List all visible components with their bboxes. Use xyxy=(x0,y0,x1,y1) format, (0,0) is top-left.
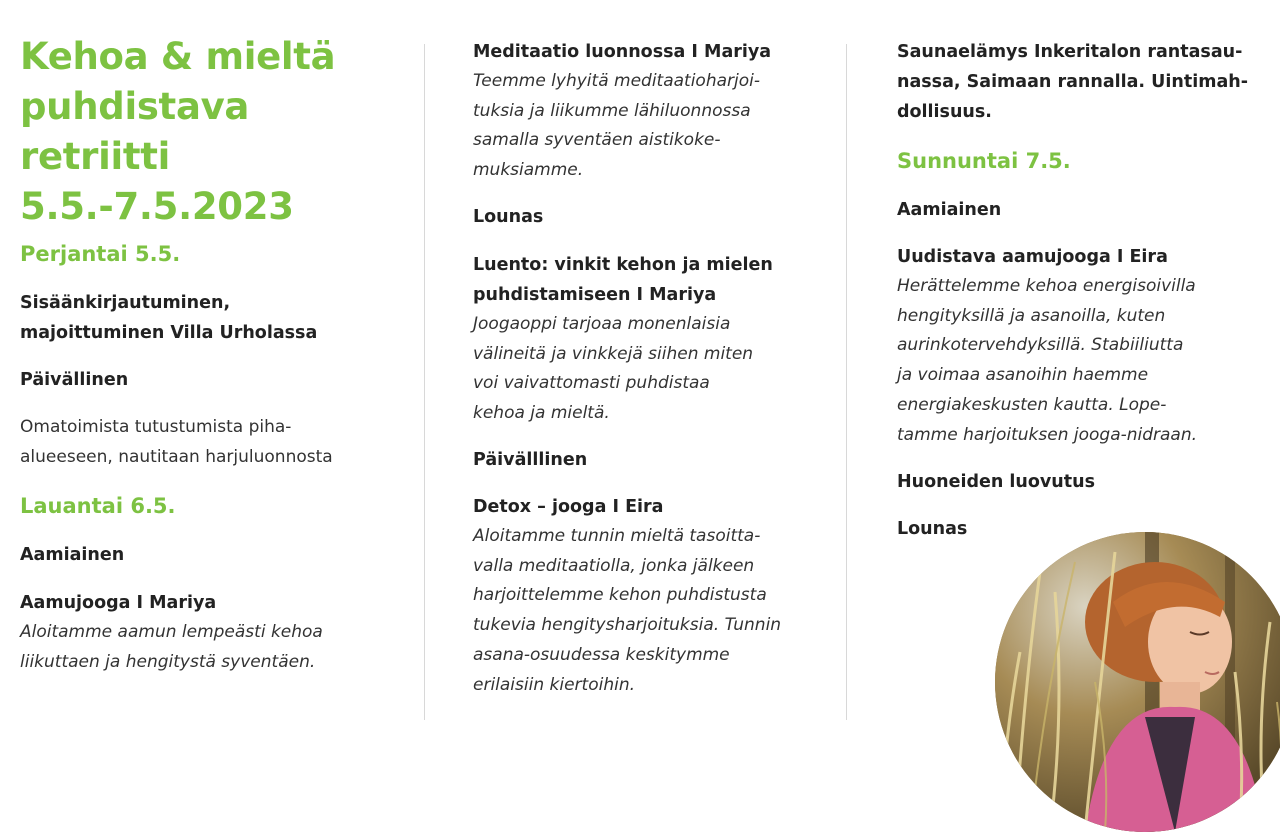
day-heading-friday: Perjantai 5.5. xyxy=(20,242,181,266)
item-description: asana-osuudessa keskitymme xyxy=(473,644,730,665)
item-description: Omatoimista tutustumista piha- xyxy=(20,417,292,437)
item-description: aurinkotervehdyksillä. Stabiiliutta xyxy=(897,335,1184,356)
saturday-breakfast xyxy=(20,540,400,570)
saturday-dinner xyxy=(473,445,813,475)
friday-dinner xyxy=(20,365,400,395)
day-heading-saturday: Lauantai 6.5. xyxy=(20,494,176,518)
item-description: erilaisiin kiertoihin. xyxy=(473,674,635,695)
item-title: Uudistava aamujooga I Eira xyxy=(897,247,1168,267)
column-divider xyxy=(424,44,425,720)
portrait-illustration xyxy=(995,532,1280,832)
saturday-morning-yoga xyxy=(20,588,400,677)
item-title: Päivällinen xyxy=(20,370,129,390)
title-dates: 5.5.-7.5.2023 xyxy=(20,185,294,228)
day-heading-sunday: Sunnuntai 7.5. xyxy=(897,149,1071,173)
saturday-lunch xyxy=(473,202,813,232)
item-description: alueeseen, nautitaan harjuluonnosta xyxy=(20,447,333,467)
item-title: Lounas xyxy=(897,519,968,539)
item-title: Detox – jooga I Eira xyxy=(473,497,664,517)
retreat-title xyxy=(20,32,400,232)
item-title: puhdistamiseen I Mariya xyxy=(473,285,717,305)
item-description: Aloitamme aamun lempeästi kehoa xyxy=(20,622,323,642)
item-title: Sisäänkirjautuminen, xyxy=(20,293,231,313)
item-title: Aamujooga I Mariya xyxy=(20,593,217,613)
item-description: hengityksillä ja asanoilla, kuten xyxy=(897,305,1166,326)
item-description: harjoittelemme kehon puhdistusta xyxy=(473,585,767,606)
item-title: Saunaelämys Inkeritalon rantasau- xyxy=(897,42,1243,62)
item-description: Teemme lyhyitä meditaatioharjoi- xyxy=(473,71,760,91)
item-title: Päivälllinen xyxy=(473,450,588,470)
saturday-sauna xyxy=(897,37,1267,127)
sunday-morning-yoga xyxy=(897,242,1267,450)
item-description: samalla syventäen aistikoke- xyxy=(473,130,721,151)
sunday-lunch xyxy=(897,514,1267,544)
column-1 xyxy=(20,0,400,720)
friday-activity xyxy=(20,412,400,472)
item-title: Aamiainen xyxy=(20,545,125,565)
item-title: Lounas xyxy=(473,207,544,227)
saturday-meditation xyxy=(473,37,813,186)
item-description: tukevia hengitysharjoituksia. Tunnin xyxy=(473,615,782,636)
column-divider xyxy=(846,44,847,720)
item-description: ja voimaa asanoihin haemme xyxy=(897,365,1149,386)
item-description: Joogaoppi tarjoaa monenlaisia xyxy=(473,314,731,334)
item-description: Aloitamme tunnin mieltä tasoitta- xyxy=(473,526,761,546)
item-title: dollisuus. xyxy=(897,102,992,122)
item-title: Meditaatio luonnossa I Mariya xyxy=(473,42,772,62)
sunday-checkout xyxy=(897,467,1267,497)
item-description: energiakeskusten kautta. Lope- xyxy=(897,394,1167,415)
item-description: kehoa ja mieltä. xyxy=(473,403,610,424)
item-title: majoittuminen Villa Urholassa xyxy=(20,323,318,343)
saturday-detox-yoga xyxy=(473,492,813,700)
item-description: Herättelemme kehoa energisoivilla xyxy=(897,276,1196,296)
item-title: Luento: vinkit kehon ja mielen xyxy=(473,255,773,275)
sunday-breakfast xyxy=(897,195,1267,225)
item-description: tuksia ja liikumme lähiluonnossa xyxy=(473,100,751,121)
item-description: voi vaivattomasti puhdistaa xyxy=(473,373,710,394)
title-line: puhdistava retriitti xyxy=(20,85,250,178)
title-line: Kehoa & mieltä xyxy=(20,35,336,78)
item-title: nassa, Saimaan rannalla. Uintimah- xyxy=(897,72,1248,92)
portrait-photo xyxy=(995,532,1280,832)
item-description: liikuttaen ja hengitystä syventäen. xyxy=(20,651,316,672)
item-description: muksiamme. xyxy=(473,160,584,181)
item-title: Huoneiden luovutus xyxy=(897,472,1095,492)
column-2 xyxy=(473,0,813,720)
friday-checkin xyxy=(20,288,400,348)
item-description: valla meditaatiolla, jonka jälkeen xyxy=(473,555,755,576)
saturday-lecture xyxy=(473,250,813,429)
item-title: Aamiainen xyxy=(897,200,1002,220)
item-description: välineitä ja vinkkejä siihen miten xyxy=(473,343,754,364)
item-description: tamme harjoituksen jooga-nidraan. xyxy=(897,424,1198,445)
